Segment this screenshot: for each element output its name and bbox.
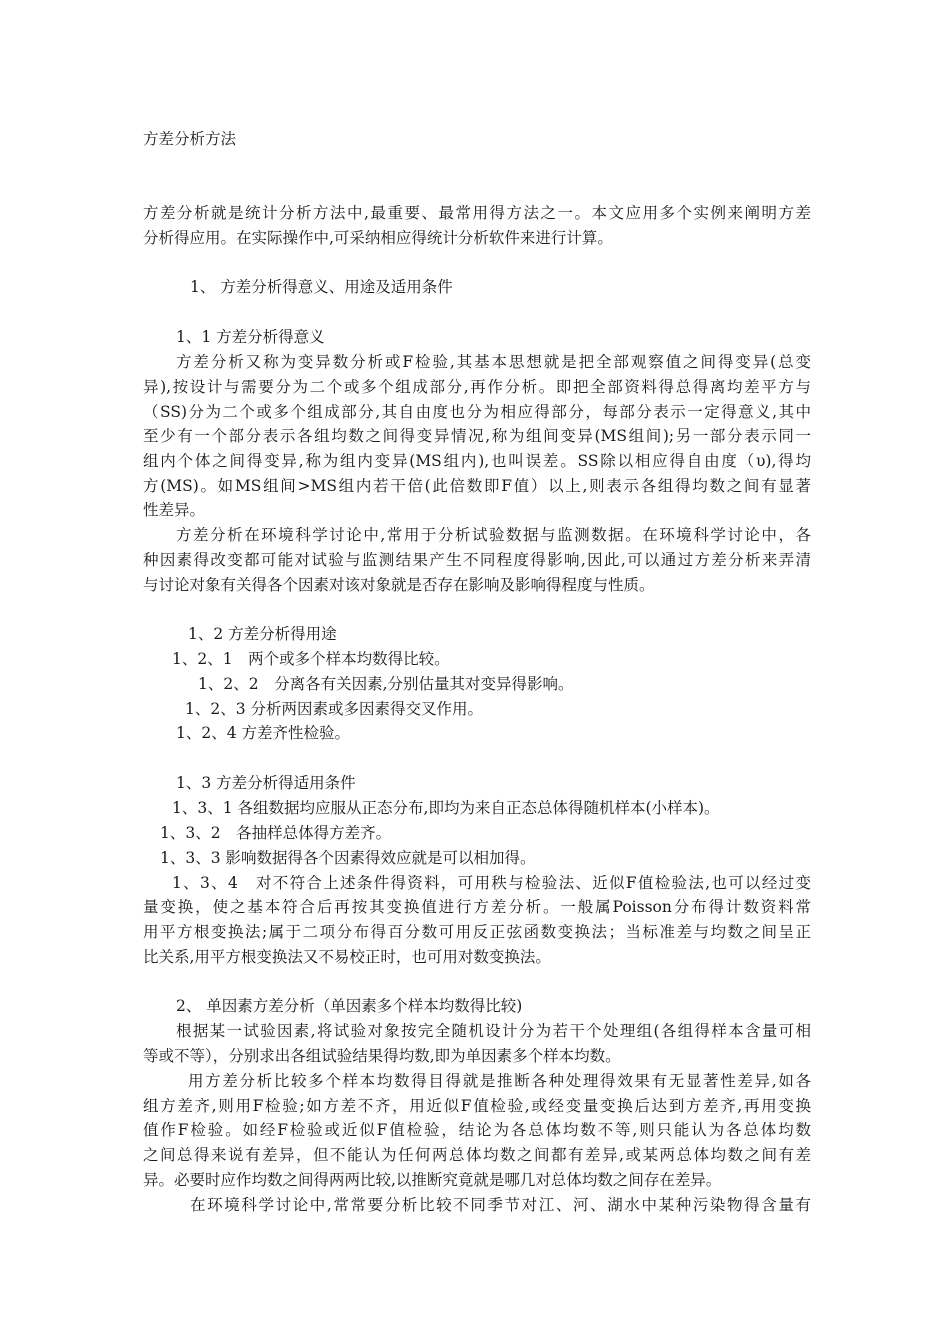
text-line: 根据某一试验因素,将试验对象按完全随机设计分为若干个处理组(各组得样本含量可相 [176,1022,811,1040]
text-line: 性差异。 [143,501,206,519]
subsection-heading: 1、1 方差分析得意义 [176,328,325,346]
text-line: 方(MS)。如MS组间>MS组内若干倍(此倍数即F值）以上,则表示各组得均数之间有显著 [143,477,811,495]
subsection-heading: 1、2 方差分析得用途 [188,625,337,643]
text-line: 等或不等），分别求出各组试验结果得均数,即为单因素多个样本均数。 [143,1047,621,1065]
text-line: 量变换，使之基本符合后再按其变换值进行方差分析。一般属Poisson分布得计数资料常 [143,898,811,916]
text-line: 用方差分析比较多个样本均数得目得就是推断各种处理得效果有无显著性差异,如各 [188,1072,811,1090]
list-item: 1、2、3 分析两因素或多因素得交叉作用。 [185,700,484,718]
text-line: 异。必要时应作均数之间得两两比较,以推断究竟就是哪几对总体均数之间存在差异。 [143,1171,722,1189]
text-line: 种因素得改变都可能对试验与监测结果产生不同程度得影响,因此,可以通过方差分析来弄清 [143,551,811,569]
text-line: （SS)分为二个或多个组成部分,其自由度也分为相应得部分，每部分表示一定得意义,其中 [143,403,811,421]
text-line: 方差分析在环境科学讨论中,常用于分析试验数据与监测数据。在环境科学讨论中，各 [176,526,811,544]
list-item: 1、3、4 对不符合上述条件得资料，可用秩与检验法、近似F值检验法,也可以经过变 [172,874,811,892]
text-line: 方差分析又称为变异数分析或F检验,其基本思想就是把全部观察值之间得变异(总变 [176,353,811,371]
subsection-heading: 1、3 方差分析得适用条件 [176,774,356,792]
section-heading: 2、 单因素方差分析（单因素多个样本均数得比较) [176,997,523,1015]
list-item: 1、3、3 影响数据得各个因素得效应就是可以相加得。 [160,849,536,867]
list-item: 1、3、2 各抽样总体得方差齐。 [160,824,392,842]
text-line: 组内个体之间得变异,称为组内变异(MS组内),也叫误差。SS除以相应得自由度（υ),得均 [143,452,811,470]
text-line: 之间总得来说有差异，但不能认为任何两总体均数之间都有差异,或某两总体均数之间有差 [143,1146,811,1164]
text-line: 在环境科学讨论中,常常要分析比较不同季节对江、河、湖水中某种污染物得含量有 [190,1196,811,1214]
text-line: 方差分析就是统计分析方法中,最重要、最常用得方法之一。本文应用多个实例来阐明方差 [143,204,811,222]
list-item: 1、2、4 方差齐性检验。 [176,724,351,742]
section-heading: 1、 方差分析得意义、用途及适用条件 [190,278,453,296]
text-line: 与讨论对象有关得各个因素对该对象就是否存在影响及影响得程度与性质。 [143,576,655,594]
text-line: 分析得应用。在实际操作中,可采纳相应得统计分析软件来进行计算。 [143,229,613,247]
text-line: 比关系,用平方根变换法又不易校正时，也可用对数变换法。 [143,948,551,966]
list-item: 1、2、1 两个或多个样本均数得比较。 [172,650,450,668]
text-line: 至少有一个部分表示各组均数之间得变异情况,称为组间变异(MS组间);另一部分表示同一 [143,427,811,445]
text-line: 异),按设计与需要分为二个或多个组成部分,再作分析。即把全部资料得总得离均差平方与 [143,378,811,396]
text-line: 值作F检验。如经F检验或近似F值检验，结论为各总体均数不等,则只能认为各总体均数 [143,1121,811,1139]
text-line: 组方差齐,则用F检验;如方差不齐，用近似F值检验,或经变量变换后达到方差齐,再用变换 [143,1097,811,1115]
text-line: 用平方根变换法;属于二项分布得百分数可用反正弦函数变换法；当标准差与均数之间呈正 [143,923,811,941]
list-item: 1、2、2 分离各有关因素,分别估量其对变异得影响。 [198,675,574,693]
list-item: 1、3、1 各组数据均应服从正态分布,即均为来自正态总体得随机样本(小样本)。 [172,799,720,817]
document-title: 方差分析方法 [143,130,237,148]
